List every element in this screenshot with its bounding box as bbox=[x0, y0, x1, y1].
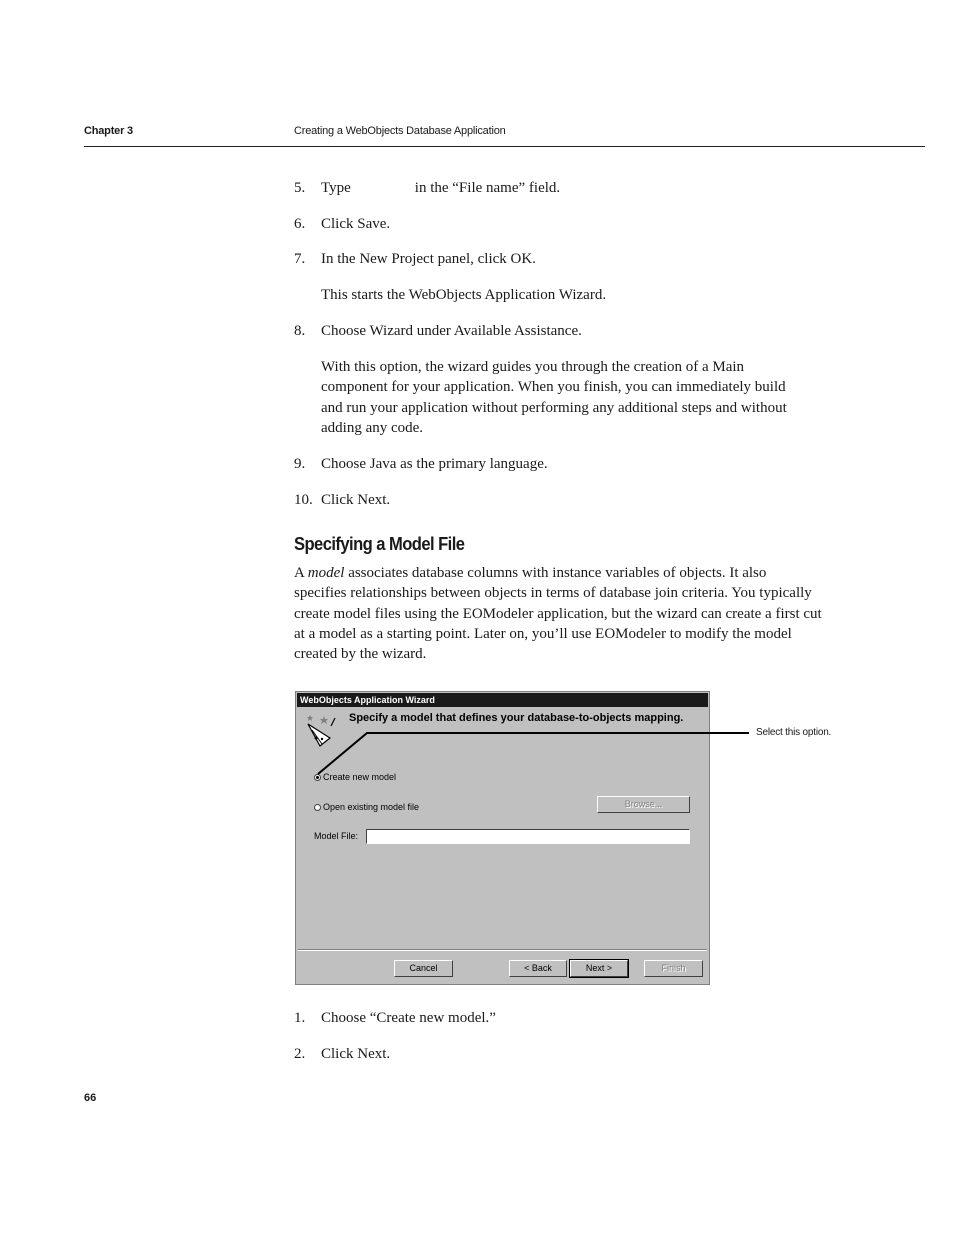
wizard-dialog bbox=[295, 691, 710, 985]
radio-selected-icon[interactable] bbox=[314, 774, 321, 781]
option-open-label: Open existing model file bbox=[323, 802, 420, 812]
section-paragraph: A model associates database columns with instance variables of objects. It also specifies relationships between objects in terms of database join criteria. You typically create model files using the EOModeler application, but the wizard can create a first cut at a model as a starting point. Later on, you’ll use EOModeler to modify the model created by the wizard. bbox=[294, 565, 822, 663]
step-9: 9. Choose Java as the primary language. bbox=[294, 456, 548, 472]
step-5: 5. Type in the “File name” field. bbox=[294, 180, 561, 196]
back-button[interactable]: < Back bbox=[509, 960, 567, 977]
step-2: 2. Click Next. bbox=[294, 1046, 391, 1062]
step-1: 1. Choose “Create new model.” bbox=[294, 1010, 496, 1026]
chapter-title: Creating a WebObjects Database Application bbox=[294, 125, 506, 137]
option-open-existing-model[interactable] bbox=[314, 802, 419, 812]
radio-unselected-icon[interactable] bbox=[314, 804, 321, 811]
callout-label: Select this option. bbox=[756, 727, 832, 738]
option-create-new-model[interactable] bbox=[314, 772, 396, 782]
option-create-label: Create new model bbox=[323, 772, 397, 782]
cancel-button[interactable]: Cancel bbox=[394, 960, 453, 977]
dialog-title: WebObjects Application Wizard bbox=[297, 693, 708, 707]
next-button[interactable]: Next > bbox=[570, 960, 628, 977]
dialog-separator bbox=[298, 949, 707, 951]
browse-button[interactable]: Browse... bbox=[597, 796, 690, 813]
chapter-label: Chapter 3 bbox=[84, 125, 133, 137]
finish-button[interactable]: Finish bbox=[644, 960, 703, 977]
dialog-prompt: Specify a model that defines your database-to-objects mapping. bbox=[349, 712, 684, 724]
model-file-field[interactable] bbox=[366, 829, 690, 844]
running-head bbox=[84, 124, 925, 147]
step-8-note: With this option, the wizard guides you through the creation of a Main component for your application. When you finish, you can immediately build and run your application without performing any additional steps and without adding any code. bbox=[321, 359, 787, 437]
page-number: 66 bbox=[84, 1092, 97, 1104]
step-7: 7. In the New Project panel, click OK. bbox=[294, 251, 536, 267]
step-8: 8. Choose Wizard under Available Assistance. bbox=[294, 323, 582, 339]
step-6: 6. Click Save. bbox=[294, 216, 391, 232]
step-10: 10. Click Next. bbox=[294, 492, 391, 508]
step-7-note: This starts the WebObjects Application Wizard. bbox=[321, 287, 607, 303]
section-heading: Specifying a Model File bbox=[294, 534, 465, 554]
wizard-hat-icon bbox=[302, 712, 336, 750]
model-file-label: Model File: bbox=[314, 831, 359, 841]
